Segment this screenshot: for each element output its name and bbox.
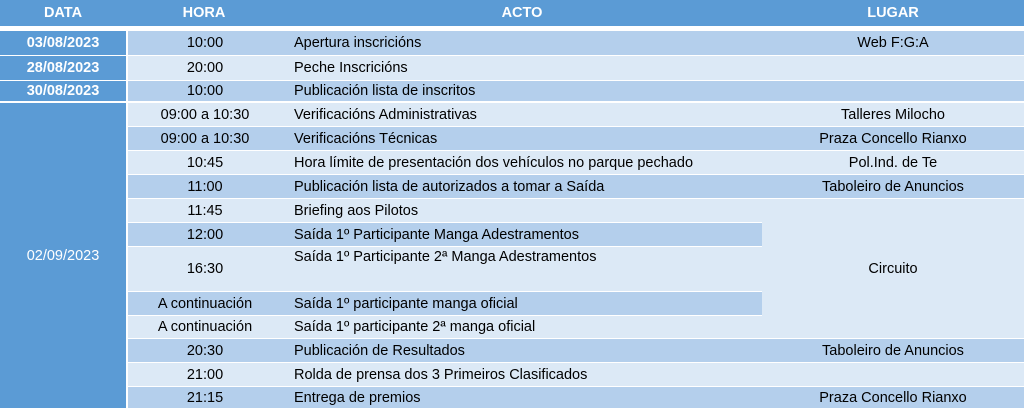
- act-cell: Verificacións Administrativas: [282, 103, 762, 126]
- act-cell: Publicación lista de inscritos: [282, 81, 762, 101]
- date-cell: 28/08/2023: [0, 56, 126, 80]
- time-cell: 21:15: [128, 387, 282, 408]
- time-cell: A continuación: [128, 316, 282, 338]
- act-cell: Peche Inscricións: [282, 56, 762, 80]
- date-cell: 03/08/2023: [0, 31, 126, 55]
- place-cell: Praza Concello Rianxo: [762, 387, 1024, 408]
- header-act: ACTO: [282, 0, 762, 26]
- header-time: HORA: [126, 0, 282, 26]
- act-cell: Saída 1º participante 2ª manga oficial: [282, 316, 762, 338]
- date-cell: 02/09/2023: [0, 103, 126, 408]
- time-cell: 09:00 a 10:30: [128, 103, 282, 126]
- time-cell: 20:00: [128, 56, 282, 80]
- place-cell: Circuito: [762, 199, 1024, 338]
- time-cell: 10:45: [128, 151, 282, 174]
- date-cell: 30/08/2023: [0, 81, 126, 101]
- act-cell: Briefing aos Pilotos: [282, 199, 762, 222]
- act-cell: Publicación lista de autorizados a tomar a Saída: [282, 175, 762, 198]
- place-cell: Talleres Milocho: [762, 103, 1024, 126]
- act-cell: Saída 1º Participante Manga Adestramentos: [282, 223, 762, 246]
- header-place: LUGAR: [762, 0, 1024, 26]
- act-cell: Apertura inscricións: [282, 31, 762, 55]
- act-cell: Entrega de premios: [282, 387, 762, 408]
- act-cell: Verificacións Técnicas: [282, 127, 762, 150]
- act-cell: Saída 1º participante manga oficial: [282, 292, 762, 315]
- place-cell: Taboleiro de Anuncios: [762, 339, 1024, 362]
- place-cell-blank: [762, 363, 1024, 386]
- header-date: DATA: [0, 0, 126, 26]
- act-cell: Hora límite de presentación dos vehículos no parque pechado: [282, 151, 762, 174]
- time-cell: 11:45: [128, 199, 282, 222]
- place-cell: Pol.Ind. de Te: [762, 151, 1024, 174]
- time-cell: 21:00: [128, 363, 282, 386]
- place-cell: Taboleiro de Anuncios: [762, 175, 1024, 198]
- place-cell: Praza Concello Rianxo: [762, 127, 1024, 150]
- time-cell: 16:30: [128, 247, 282, 291]
- time-cell: A continuación: [128, 292, 282, 315]
- time-cell: 09:00 a 10:30: [128, 127, 282, 150]
- act-cell: Rolda de prensa dos 3 Primeiros Clasificados: [282, 363, 762, 386]
- act-cell: Saída 1º Participante 2ª Manga Adestramentos: [282, 247, 762, 291]
- time-cell: 10:00: [128, 81, 282, 101]
- time-cell: 20:30: [128, 339, 282, 362]
- time-cell: 11:00: [128, 175, 282, 198]
- place-cell-blank: [762, 56, 1024, 80]
- time-cell: 12:00: [128, 223, 282, 246]
- place-cell-blank: [762, 81, 1024, 101]
- place-cell: Web F:G:A: [762, 31, 1024, 55]
- time-cell: 10:00: [128, 31, 282, 55]
- act-cell: Publicación de Resultados: [282, 339, 762, 362]
